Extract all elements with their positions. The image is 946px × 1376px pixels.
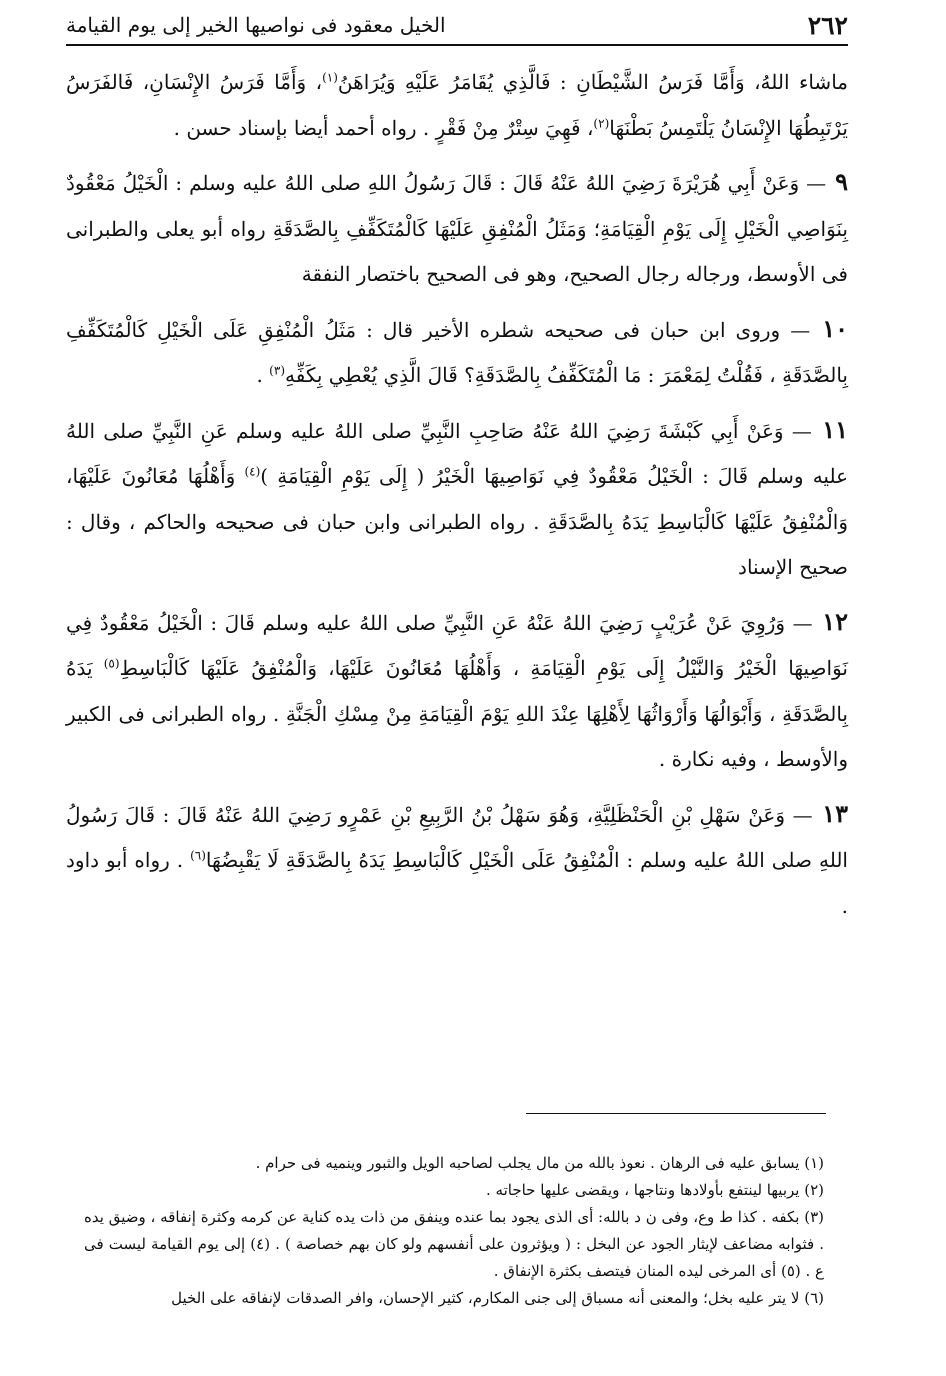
footnote-2: (٢) يربيها لينتفع بأولادها ونتاجها ، ويقضى عليها حاجاته .: [486, 1181, 824, 1199]
page-header: [66, 8, 848, 42]
footnote-marker: (١): [322, 70, 338, 85]
header-rule: [66, 44, 848, 46]
paragraph-text: يَدَهُ بِالصَّدَقَةِ ، وَأَبْوَالُهَا وَأَرْوَاثُهَا لِأَهْلِهَا عِنْدَ اللهِ يَوْمَ الْقِيَامَةِ مِنْ مِسْكِ الْجَنَّةِ . رواه الطبرانى فى الكبير والأوسط ، وفيه نكارة .: [66, 656, 848, 771]
footnote-1: (١) يسابق عليه فى الرهان . نعوذ بالله من مال يجلب لصاحبه الويل والثبور وينميه فى حرام .: [255, 1154, 824, 1172]
page-number: ٢٦٢: [807, 10, 848, 40]
hadith-paragraph: [66, 306, 848, 399]
paragraph-text: — وَعَنْ أَبِي كَبْشَةَ رَضِيَ اللهُ عَنْهُ صَاحِبِ النَّبِيِّ صلى اللهُ عليه وسلم عَنِ النَّبِيِّ صلى اللهُ عليه وسلم قَالَ : الْخَيْلُ مَعْقُودٌ فِي نَوَاصِيهَا الْخَيْرُ ( إِلَى يَوْمِ الْقِيَامَةِ ): [66, 418, 849, 488]
paragraph-text: ، وَأَمَّا فَرَسُ الإِنْسَانِ، فَالفَرَسُ يَرْتَبِطُهَا الإِنْسَانُ يَلْتَمِسُ بَطْنَهَا: [66, 70, 848, 140]
footnotes: [84, 1150, 824, 1312]
hadith-paragraph: [66, 599, 848, 783]
paragraph-text: وَأَهْلُهَا مُعَانُونَ عَلَيْهَا، وَالْمُنْفِقُ عَلَيْهَا كَالْبَاسِطِ يَدَهُ بِالصَّدَقَةِ . رواه الطبرانى وابن حبان فى صحيحه والحاكم ، وقال : صحيح الإسناد: [66, 464, 848, 579]
hadith-paragraph: [66, 407, 848, 591]
running-title: الخيل معقود فى نواصيها الخير إلى يوم القيامة: [66, 13, 446, 37]
footnote-3: (٣) بكفه . كذا ط وع، وفى ن د بالله: أى الذى يجود بما عنده وينفق من ذات يده كناية عن كرمه وكثرة إنفاقه ، وضيق يده . فثوابه مضاعف لإيثار الجود عن البخل : ( ويؤثرون على أنفسهم ولو كان بهم خصاصة ) . (٤) إلى يوم القيامة ليست فى ع . (٥) أى المرخى ليده المنان فيتصف بكثرة الإنفاق .: [84, 1208, 824, 1280]
paragraph-text: .: [256, 363, 270, 387]
paragraph-text: — وروى ابن حبان فى صحيحه شطره الأخير قال : مَثَلُ الْمُنْفِقِ عَلَى الْخَيْلِ كَالْمُتَكَفِّفِ بِالصَّدَقَةِ ، فَقُلْتُ لِمَعْمَرَ : مَا الْمُتَكَفِّفُ بِالصَّدَقَةِ؟ قَالَ الَّذِي يُعْطِي بِكَفِّهِ: [66, 317, 848, 387]
hadith-paragraph: [66, 60, 848, 151]
footnote-marker: (٤): [244, 464, 261, 479]
hadith-number: ٩: [826, 167, 848, 196]
hadith-number: ١٣: [812, 798, 849, 828]
footnote-marker: (٣): [269, 363, 285, 378]
hadith-paragraph: [66, 791, 848, 930]
paragraph-text: — وَرُوِيَ عَنْ عُرَيْبٍ رَضِيَ اللهُ عَنْهُ عَنِ النَّبِيِّ صلى اللهُ عليه وسلم قَالَ : الْخَيْلُ مَعْقُودٌ فِي نَوَاصِيهَا الْخَيْرُ وَالنَّيْلُ إِلَى يَوْمِ الْقِيَامَةِ ، وَأَهْلُهَا مُعَانُونَ عَلَيْهَا، وَالْمُنْفِقُ عَلَيْهَا كَالْبَاسِطِ: [66, 610, 848, 680]
footnote-marker: (٢): [593, 115, 610, 130]
footnote-marker: (٦): [190, 848, 206, 863]
paragraph-text: — وَعَنْ أَبِي هُرَيْرَةَ رَضِيَ اللهُ عَنْهُ قَالَ : قَالَ رَسُولُ اللهِ صلى اللهُ عليه وسلم : الْخَيْلُ مَعْقُودٌ بِنَوَاصِي الْخَيْلِ إِلَى يَوْمِ الْقِيَامَةِ؛ وَمَثَلُ الْمُنْفِقِ عَلَيْهَا كَالْمُتَكَفِّفِ بِالصَّدَقَةِ رواه أبو يعلى والطبرانى فى الأوسط، ورجاله رجال الصحيح، وهو فى الصحيح باختصار النفقة: [66, 171, 848, 286]
hadith-number: ١٠: [810, 313, 848, 343]
hadith-number: ١٢: [812, 606, 849, 636]
hadith-number: ١١: [811, 414, 848, 444]
body-text: [66, 60, 848, 929]
footnote-4: (٦) لا يتر عليه بخل؛ والمعنى أنه مسباق إلى جنى المكارم، كثير الإحسان، وافر الصدقات لإنفاقه على الخيل: [171, 1289, 824, 1307]
paragraph-text: . رواه أبو داود .: [66, 848, 848, 918]
footnote-marker: (٥): [103, 656, 120, 671]
paragraph-text: ، فَهِيَ سِتْرٌ مِنْ فَقْرٍ . رواه أحمد أيضا بإسناد حسن .: [173, 115, 594, 140]
footnote-rule: [526, 1113, 826, 1114]
hadith-paragraph: [66, 159, 848, 298]
paragraph-text: — وَعَنْ سَهْلِ بْنِ الْحَنْظَلِيَّةِ، وَهُوَ سَهْلُ بْنُ الرَّبِيعِ بْنِ عَمْرٍو رَضِيَ اللهُ عَنْهُ قَالَ : قَالَ رَسُولُ اللهِ صلى اللهُ عليه وسلم : الْمُنْفِقُ عَلَى الْخَيْلِ كَالْبَاسِطِ يَدَهُ بِالصَّدَقَةِ لَا يَقْبِضُهَا: [66, 802, 848, 872]
paragraph-text: ماشاء اللهُ، وَأَمَّا فَرَسُ الشَّيْطَانِ : فَالَّذِي يُقَامَرُ عَلَيْهِ وَيُرَاهَنُ: [337, 70, 849, 94]
